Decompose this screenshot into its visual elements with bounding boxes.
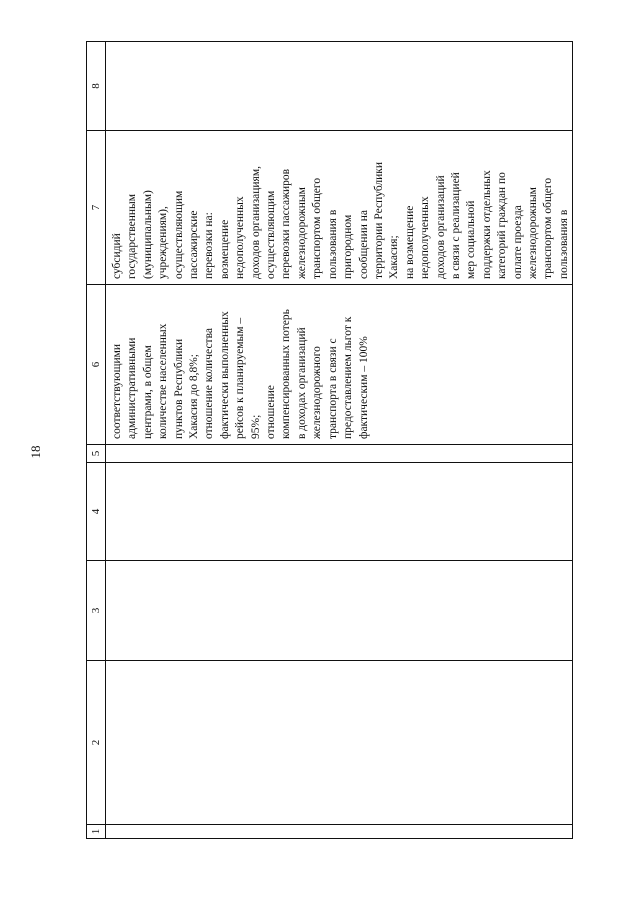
cell-col-3 — [106, 561, 573, 661]
table-container — [86, 42, 570, 839]
rotated-table-frame — [86, 42, 570, 839]
header-col-2: 2 — [87, 661, 106, 825]
header-col-6: 6 — [87, 285, 106, 445]
cell-text-col-3 — [106, 561, 110, 660]
cell-col-7 — [106, 131, 573, 285]
program-table — [86, 41, 573, 839]
header-col-3: 3 — [87, 561, 106, 661]
cell-text-col-1 — [106, 825, 110, 838]
cell-text-col-8 — [106, 42, 110, 130]
cell-text-col-2 — [106, 661, 110, 824]
cell-text-col-4 — [106, 463, 110, 560]
cell-text-col-6: соответствующими административными центрами, в общем количестве населенных пунктов Республики Хакасия до 8,8%; отношение количества фактически выполненных рейсов к планируемым – 95%; отношение компенсированных потерь в доходах организаций железнодорожного транспорта в связи с предоставлением льгот к фактическим – 100% — [111, 309, 370, 439]
table-row — [106, 42, 573, 839]
header-col-5: 5 — [87, 445, 106, 463]
cell-col-6 — [106, 285, 573, 445]
cell-col-5 — [106, 445, 573, 463]
cell-col-2 — [106, 661, 573, 825]
header-row — [87, 42, 106, 839]
header-col-1: 1 — [87, 825, 106, 839]
page-number: 18 — [28, 445, 43, 459]
cell-col-1 — [106, 825, 573, 839]
cell-text-col-7: субсидий государственным (муниципальным) учреждениям), осуществляющим пассажирские перевозки на: возмещение недополученных доходов организациям, осуществляющим перевозки пассажиров железнодорожным транспортом общего пользования в пригородном сообщении на территории Республики Хакасия; на возмещение недополученных доходов организаций в связи с реализацией мер социальной поддержки отдельных категорий граждан по оплате проезда железнодорожным транспортом общего пользования в — [111, 161, 570, 279]
cell-text-col-5 — [106, 445, 110, 462]
header-col-7: 7 — [87, 131, 106, 285]
cell-col-4 — [106, 463, 573, 561]
cell-col-8 — [106, 42, 573, 131]
header-col-4: 4 — [87, 463, 106, 561]
header-col-8: 8 — [87, 42, 106, 131]
